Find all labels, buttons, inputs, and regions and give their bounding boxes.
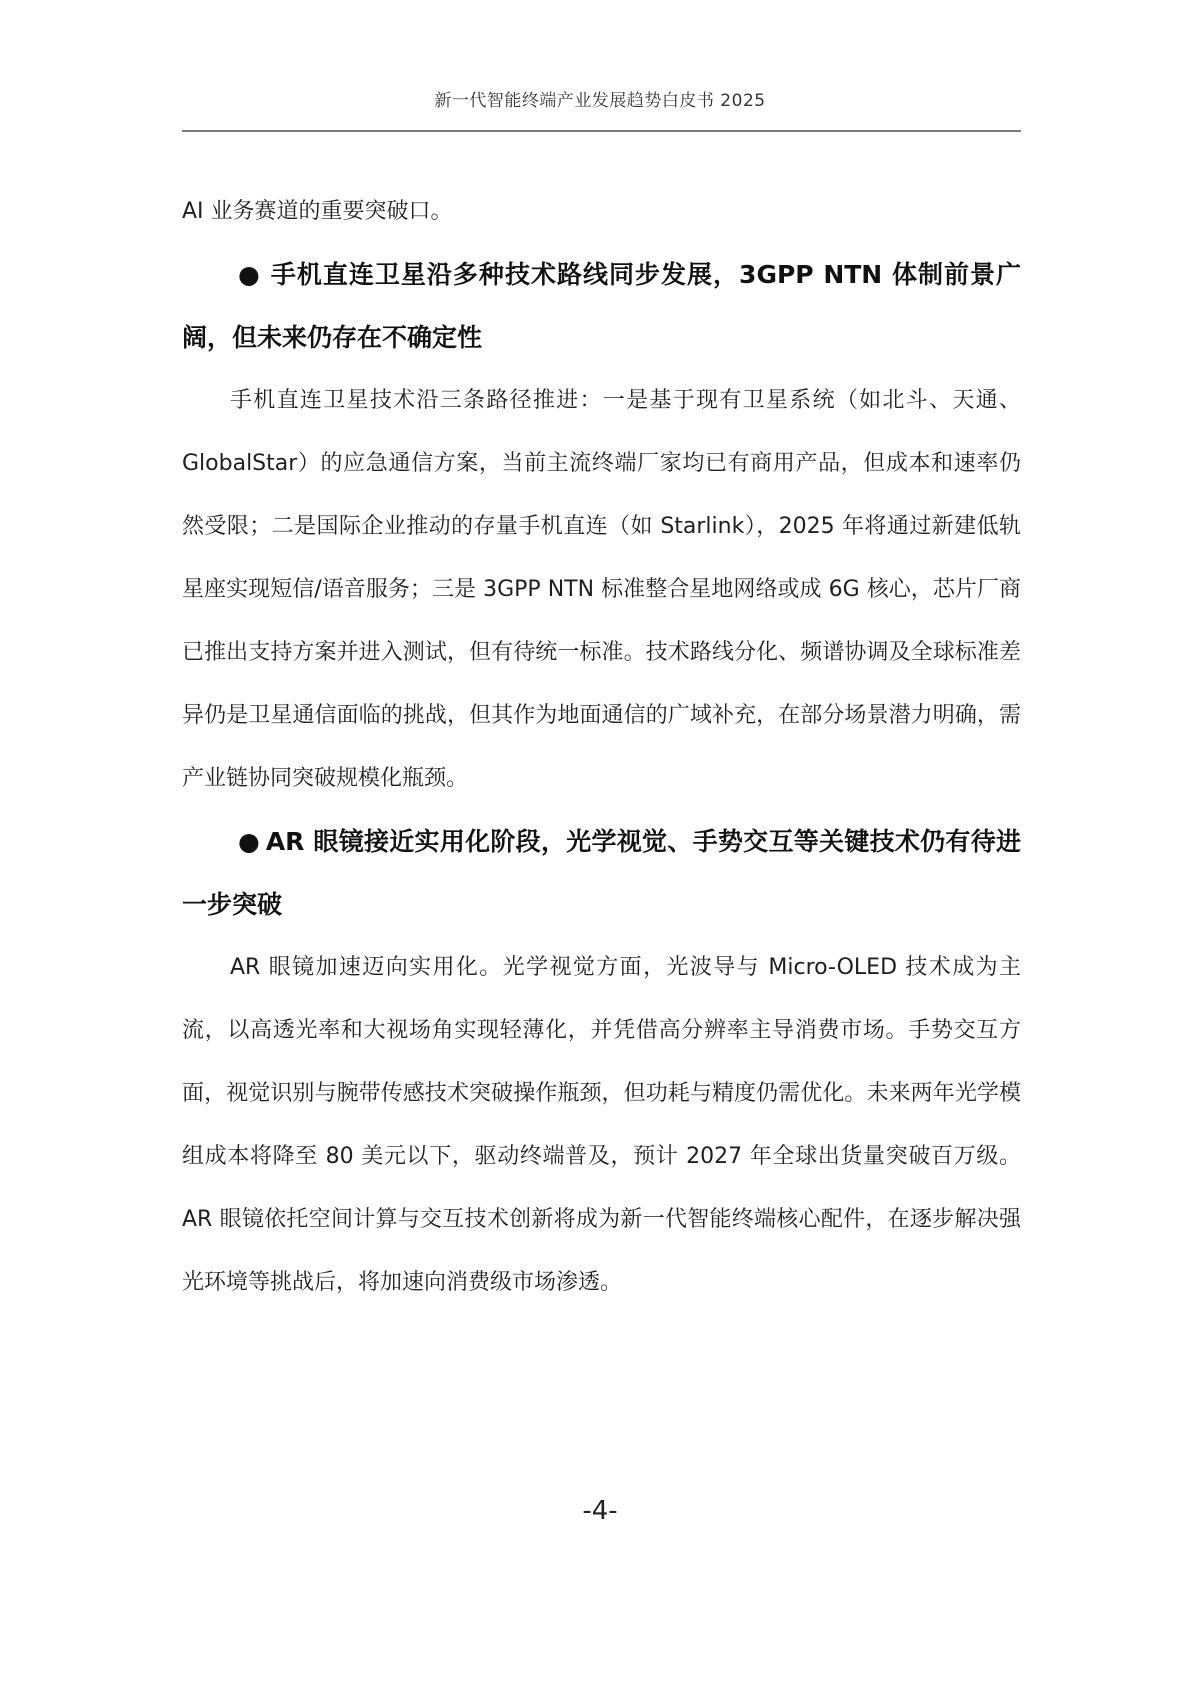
section-heading-ar-glasses xyxy=(182,810,1021,936)
bullet-icon: ● xyxy=(238,827,260,856)
header-divider xyxy=(182,130,1021,132)
section-paragraph-satellite: 手机直连卫星技术沿三条路径推进：一是基于现有卫星系统（如北斗、天通、GlobalStar）的应急通信方案，当前主流终端厂家均已有商用产品，但成本和速率仍然受限；二是国际企业推动的存量手机直连（如 Starlink），2025 年将通过新建低轨星座实现短信/语音服务；三是 3GPP NTN 标准整合星地网络或成 6G 核心，芯片厂商已推出支持方案并进入测试，但有待统一标准。技术路线分化、频谱协调及全球标准差异仍是卫星通信面临的挑战，但其作为地面通信的广域补充，在部分场景潜力明确，需产业链协同突破规模化瓶颈。 xyxy=(182,388,1021,791)
running-header: 新一代智能终端产业发展趋势白皮书 2025 xyxy=(434,91,766,111)
bullet-icon: ● xyxy=(238,260,260,289)
section-heading-text: AR 眼镜接近实用化阶段，光学视觉、手势交互等关键技术仍有待进一步突破 xyxy=(182,827,1021,919)
section-heading-satellite xyxy=(182,243,1021,369)
page-number: -4- xyxy=(582,1496,618,1526)
section-heading-text: 手机直连卫星沿多种技术路线同步发展，3GPP NTN 体制前景广阔，但未来仍存在不确定性 xyxy=(182,260,1021,352)
page-content xyxy=(182,180,1021,1314)
section-paragraph-ar-glasses: AR 眼镜加速迈向实用化。光学视觉方面，光波导与 Micro-OLED 技术成为主流，以高透光率和大视场角实现轻薄化，并凭借高分辨率主导消费市场。手势交互方面，视觉识别与腕带传感技术突破操作瓶颈，但功耗与精度仍需优化。未来两年光学模组成本将降至 80 美元以下，驱动终端普及，预计 2027 年全球出货量突破百万级。AR 眼镜依托空间计算与交互技术创新将成为新一代智能终端核心配件，在逐步解决强光环境等挑战后，将加速向消费级市场渗透。 xyxy=(182,955,1021,1295)
intro-line: AI 业务赛道的重要突破口。 xyxy=(182,199,453,224)
